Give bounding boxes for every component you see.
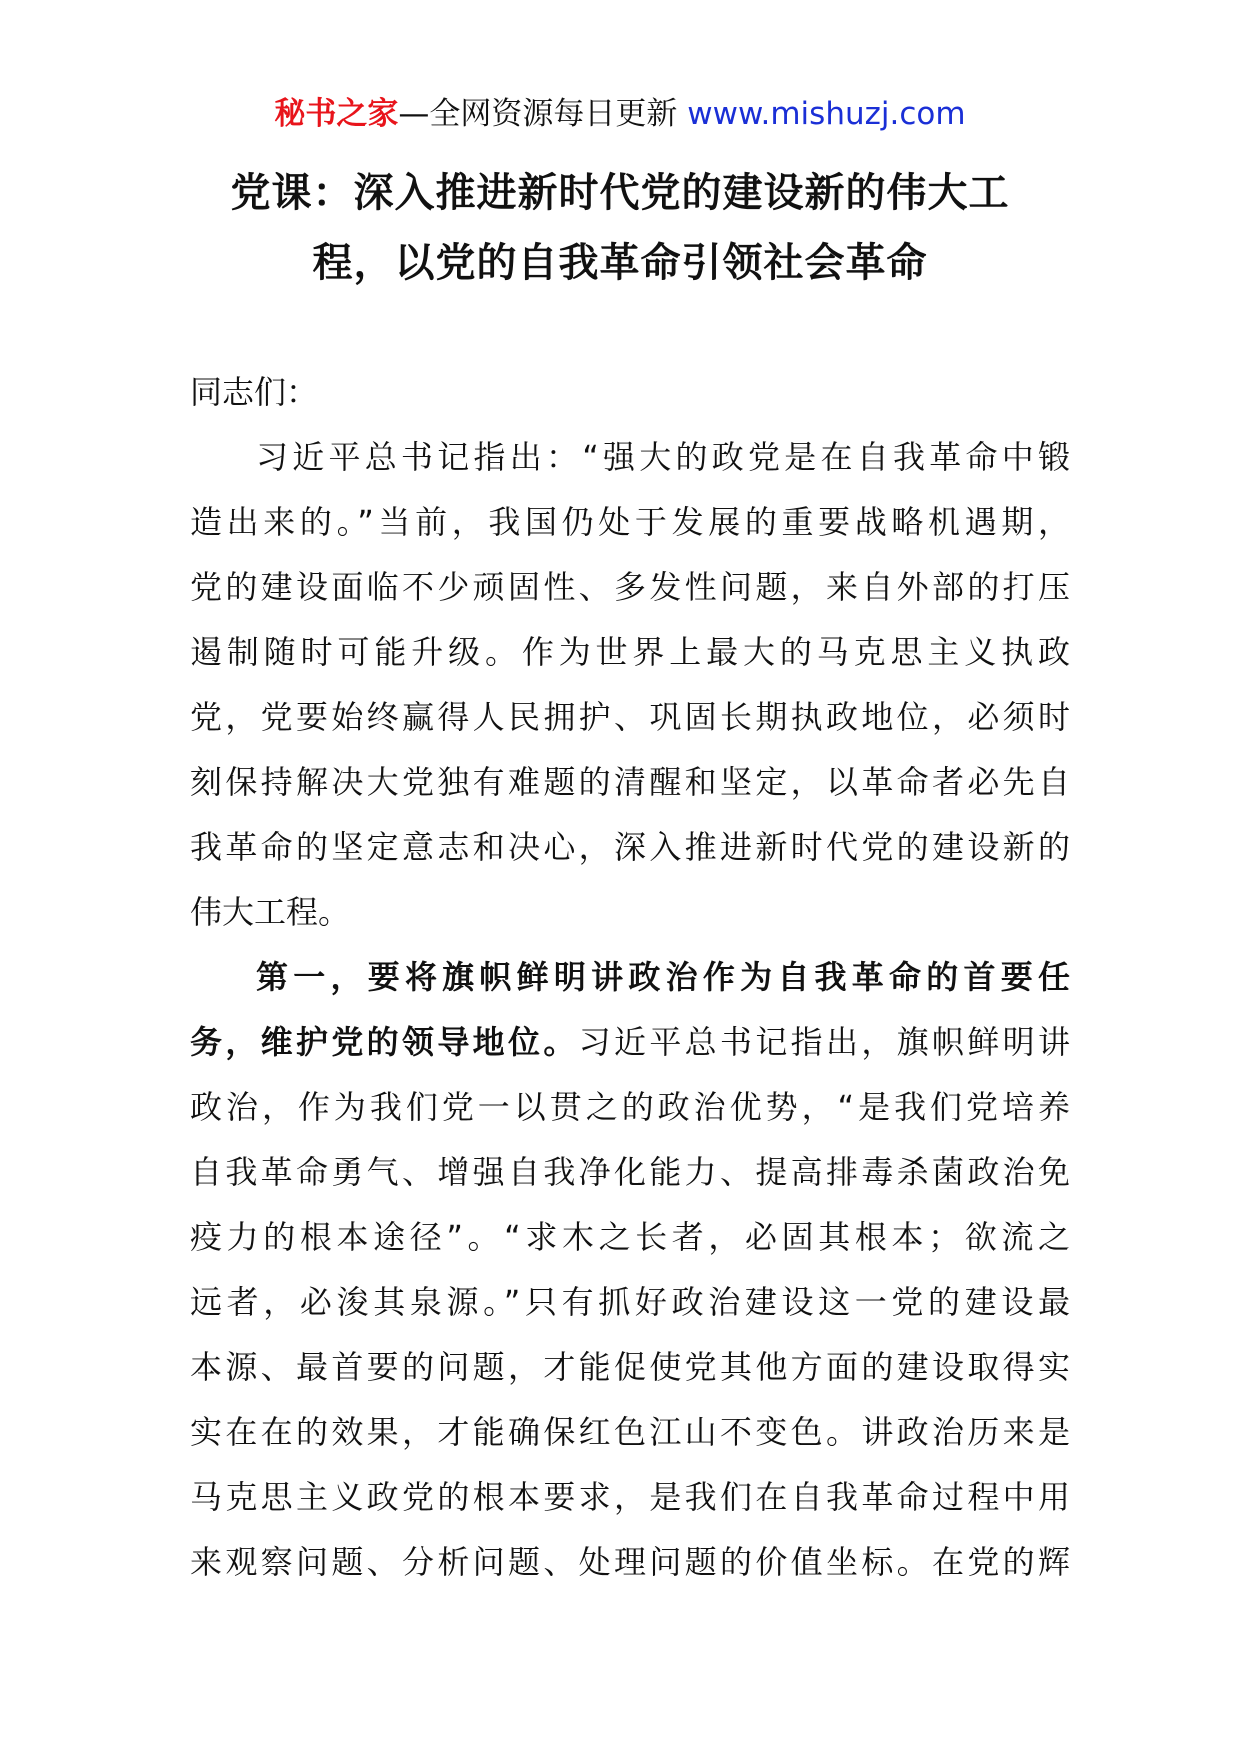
paragraph-line: 来观察问题、分析问题、处理问题的价值坐标。在党的辉 [190, 1543, 1070, 1581]
site-tagline: —全网资源每日更新 [398, 96, 688, 132]
paragraph-line-rest: 习近平总书记指出，旗帜鲜明讲 [578, 1023, 1070, 1061]
paragraph-line: 伟大工程。 [190, 893, 351, 931]
paragraph-line: 遏制随时可能升级。作为世界上最大的马克思主义执政 [190, 633, 1070, 671]
paragraph-1 [190, 425, 1070, 945]
paragraph-line: 实在在的效果，才能确保红色江山不变色。讲政治历来是 [190, 1413, 1070, 1451]
section-lead-line: 第一，要将旗帜鲜明讲政治作为自我革命的首要任 [256, 958, 1070, 996]
document-title [150, 158, 1090, 298]
paragraph-line: 我革命的坚定意志和决心，深入推进新时代党的建设新的 [190, 828, 1070, 866]
site-url-link[interactable]: www.mishuzj.com [687, 96, 966, 132]
paragraph-line: 习近平总书记指出：“强大的政党是在自我革命中锻 [256, 438, 1070, 476]
paragraph-line: 刻保持解决大党独有难题的清醒和坚定，以革命者必先自 [190, 763, 1070, 801]
paragraph-line: 党的建设面临不少顽固性、多发性问题，来自外部的打压 [190, 568, 1070, 606]
title-line-1: 党课：深入推进新时代党的建设新的伟大工 [230, 170, 1010, 216]
paragraph-line [190, 1010, 1070, 1075]
paragraph-2 [190, 945, 1070, 1595]
site-header [0, 94, 1240, 134]
paragraph-line: 造出来的。”当前，我国仍处于发展的重要战略机遇期， [190, 503, 1070, 541]
paragraph-line: 本源、最首要的问题，才能促使党其他方面的建设取得实 [190, 1348, 1070, 1386]
title-line-2: 程，以党的自我革命引领社会革命 [312, 240, 928, 286]
site-brand: 秘书之家 [274, 96, 399, 132]
paragraph-line: 马克思主义政党的根本要求，是我们在自我革命过程中用 [190, 1478, 1070, 1516]
section-lead-end: 务，维护党的领导地位。 [190, 1023, 579, 1061]
document-body [190, 360, 1070, 1595]
paragraph-line: 远者，必浚其泉源。”只有抓好政治建设这一党的建设最 [190, 1283, 1070, 1321]
paragraph-line: 疫力的根本途径”。“求木之长者，必固其根本；欲流之 [190, 1218, 1070, 1256]
paragraph-line: 政治，作为我们党一以贯之的政治优势，“是我们党培养 [190, 1088, 1070, 1126]
paragraph-line: 自我革命勇气、增强自我净化能力、提高排毒杀菌政治免 [190, 1153, 1070, 1191]
salutation: 同志们： [190, 373, 319, 411]
paragraph-line: 党，党要始终赢得人民拥护、巩固长期执政地位，必须时 [190, 698, 1070, 736]
